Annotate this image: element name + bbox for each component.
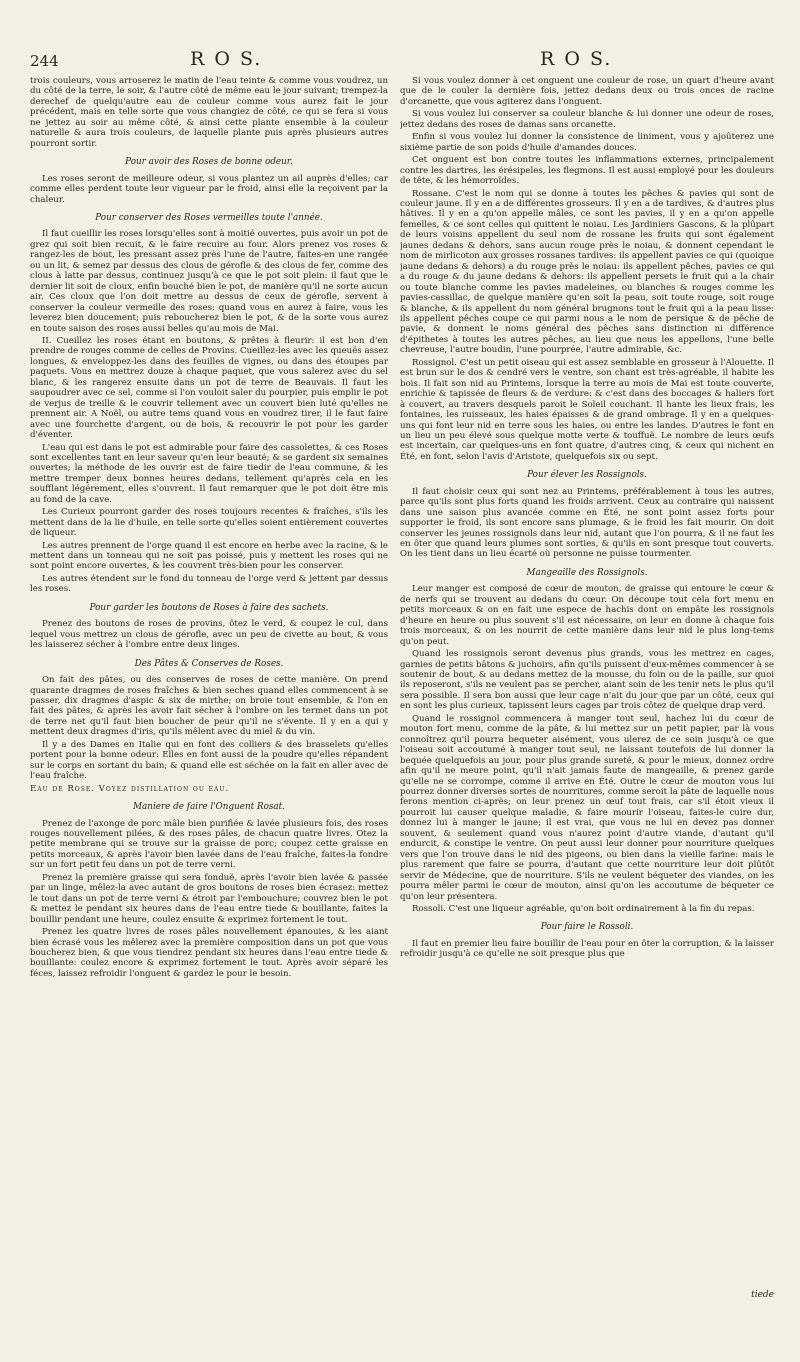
cross-reference: Eau de Rose. Voyez distillation ou eau.	[30, 783, 230, 794]
paragraph: II. Cueillez les roses étant en boutons, & prêtes à fleurir: il est bon d'en prendre de rouges comme de celles de Provins. Cueillez-les avec les queuës assez longues, & enveloppez-les dans des feuilles de vignes, ou dans des étoupes par paquets. Vous en mettrez douze à chaque paquet, que vous salerez avec du sel blanc, & les rangerez ensuite dans un pot de terre de Beauvais. Il faut les saupoudrer avec ce sel, comme si l'on vouloit saler du pourpier, puis emplir le pot de verjus de treille & le couvrir tellement avec un couvert bien luté qu'elles ne prennent air. A Noël, ou autre tems quand vous en voudrez tirer, il le faut faire avec une fourchette d'argent, ou de bois, & recouvrir le pot pour les garder d'éventer.	[30, 335, 388, 441]
section-heading: Des Pâtes & Conserves de Roses.	[134, 658, 284, 669]
paragraph: Prenez les quatre livres de roses pâles nouvellement épanouies, & les aiant bien écrasé vous les mêlerez avec la première composition dans un pot que vous boucherez bien, & que vous tiendrez pendant six heures dans l'eau entre tiede & bouillante: coulez encore & exprimez fortement le tout. Après avoir séparé les féces, laissez refroidir l'onguent & gardez le pour le besoin.	[30, 927, 388, 979]
running-head-right: R O S.	[540, 48, 613, 70]
catchword: tiede	[751, 1290, 774, 1300]
section-heading: Mangeaille des Rossignols.	[526, 567, 648, 578]
paragraph: Il faut en premier lieu faire bouillir de l'eau pour en ôter la corruption, & la laisser refroidir jusqu'à ce qu'elle ne soit presque plus que	[400, 938, 774, 960]
paragraph: Prenez la première graisse qui sera fonduë, après l'avoir bien lavée & passée par un linge, mêlez-la avec autant de gros boutons de roses bien écrasez: mettez le tout dans un pot de terre verni & étroit par l'embouchure; couvrez bien le pot & mettez le pendant six heures dans de l'eau entre tiede & bouillante, faites la bouillir pendant une heure, coulez ensuite & exprimez fortement le tout.	[30, 872, 388, 925]
paragraph: Les autres étendent sur le fond du tonneau de l'orge verd & jettent par dessus les roses.	[30, 573, 388, 595]
page-number: 244	[30, 52, 59, 70]
paragraph: Prenez de l'axonge de porc mâle bien purifiée & lavée plusieurs fois, des roses rouges nouvellement pilées, & des roses pâles, de chacun quatre livres. Otez la petite membrane qui se trouve sur la graisse de porc; coupez cette graisse en petits morceaux, & après l'avoir bien lavée dans de l'eau fraîche, faites-la fondre sur un fort petit feu dans un pot de terre verni.	[30, 818, 388, 871]
paragraph: Quand les rossignols seront devenus plus grands, vous les mettrez en cages, garnies de petits bâtons & juchoirs, afin qu'ils puissent d'eux-mêmes commencer à se soutenir de bout, & au dedans mettez de la mousse, du foin ou de la paille, sur quoi ils reposeront, s'ils ne veulent pas se percher, aiant soin de les tenir nets le plus qu'il sera possible. Il sera bon aussi que leur cage n'ait du jour que par un côté, ceux qui en sont les plus curieux, tapissent leurs cages par trois côtez de quelque drap verd.	[400, 649, 774, 712]
paragraph: Il y a des Dames en Italie qui en font des colliers & des brasselets qu'elles portent pour la bonne odeur: Elles en font aussi de la poudre qu'elles répandent sur le corps en sortant du bain; & quand elle est séchée on la fait en aller avec de l'eau fraîche.	[30, 739, 388, 782]
paragraph: L'eau qui est dans le pot est admirable pour faire des cassolettes, & ces Roses sont excellentes tant en leur saveur qu'en leur beauté; & se gardent six semaines ouvertes; la méthode de les ouvrir est de faire tiedir de l'eau commune, & les mettre tremper deux bonnes heures dedans, tellement qu'après cela en les soufflant légérement, elles s'ouvrent. Il faut remarquer que le pot doit être mis au fond de la cave.	[30, 442, 388, 505]
paragraph: Enfin si vous voulez lui donner la consistence de liniment, vous y ajoûterez une sixième partie de son poids d'huile d'amandes douces.	[400, 132, 774, 153]
paragraph: Il faut cueillir les roses lorsqu'elles sont à moitié ouvertes, puis avoir un pot de grez qui soit bien recuit, & le faire recuire au four. Alors prenez vos roses & rangez-les de bout, les pressant assez près l'une de l'autre, faites-en une rangée ou un lit, & semez par dessus des clous de gérofle & des clous de fer, comme des clous à latte par dessus, continuez jusqu'à ce que le pot soit plein: il faut que le dernier lit soit de cloux, enfin bouché bien le pot, de manière qu'il ne sorte aucun air. Ces cloux que l'on doit mettre au dessus de ceux de gérofle, servent à conserver la couleur vermeille des roses: quand vous en aurez à faire, vous les leverez bien doucement; puis reboucherez bien le pot, & de la sorte vous aurez en toute saison des roses aussi belles qu'au mois de Mai.	[30, 229, 388, 334]
paragraph: Quand le rossignol commencera à manger tout seul, hachez lui du cœur de mouton fort menu, comme de la pâte, & lui mettez sur un petit papier, par là vous connoîtrez qu'il pourra bequeter aisément, vous ulerez de ce soin jusqu'à ce que l'oiseau soit accoutumé à manger tout seul, ne laissant toutefois de lui donner la bequée quelquefois au jour, pour plus grande sureté, & pour le mieux, donnez ordre afin qu'il ne meure point, qu'il n'ait jamais faute de mangeaille, & prenez garde qu'elle ne se corrompe, comme il arrive en Été. Outre le cœur de mouton vous lui pourrez donner diverses sortes de nourritures, comme seroit la pâte de laquelle nous ferons mention ci-après; on leur prenez un œuf tout frais, car s'il étoit vieux il pourroit lui causer quelque maladie, & faire mourir l'oiseau, faites-le cuire dur, donnez lui à manger le jaune; il est vrai, que vous ne lui en devez pas donner souvent, & seulement quand vous n'aurez point d'autre viande, d'autant qu'il endurcit, & constipe le ventre. On peut aussi leur donner pour nourriture quelques vers que l'on trouve dans le nid des pigeons, ou bien dans la vieille farine: mais le plus rarement que faire se pourra, d'autant que cette nourriture leur doit plûtôt servir de Médecine, que de nourriture. S'ils ne veulent béqueter des viandes, on les pourra mêler parmi le cœur de mouton, ainsi qu'on les accoutume de béqueter ce qu'on leur présentera.	[400, 713, 774, 902]
section-heading: Pour élever les Rossignols.	[527, 470, 647, 481]
paragraph: Si vous voulez lui conserver sa couleur blanche & lui donner une odeur de roses, jettez dedans des roses de damas sans orcanette.	[400, 109, 774, 130]
paragraph: On fait des pâtes, ou des conserves de roses de cette manière. On prend quarante dragmes de roses fraîches & bien seches quand elles commencent à se passer, dix dragmes d'aspic & six de mirthe; on broie tout ensemble, & l'on en fait des pâtes, & après les avoir fait sécher à l'ombre on les termet dans un pot de terre net qu'il faut bien boucher de peur qu'il ne s'évente. Il y en a qui y mettent deux dragmes d'iris, qu'ils mêlent avec du miel & du vin.	[30, 675, 388, 738]
entry-rossoli: Rossoli. C'est une liqueur agréable, qu'on boit ordinairement à la fin du repas.	[412, 903, 755, 914]
section-heading: Pour conserver des Roses vermeilles toute l'année.	[95, 212, 323, 223]
entry-rossignol: Rossignol. C'est un petit oiseau qui est assez semblable en grosseur à l'Alouette. Il est brun sur le dos & cendré vers le ventre, son chant est très-agréable, il habite les bois. Il fait son nid au Printems, lorsque la terre au mois de Mai est toute couverte, enrichie & tapissée de fleurs & de verdure: & c'est dans des boccages & haliers fort à couvert, au travers desquels paroit le Soleil couchant. Il hante les lieux frais, les fontaines, les ruisseaux, les haies épaisses & de grand ombrage. Il y en a quelques-uns qui font leur nid en terre sous les haies, ou entre les landes. D'autres le font en un lieu un peu élevé sous quelque motte verte & touffuë. Le nombre de leurs œufs est incertain, car quelques-uns en font quatre, d'autres cinq, & ceux qui nichent en Été, en font, selon l'avis d'Aristote, quelquefois six ou sept.	[400, 357, 774, 462]
section-heading: Pour avoir des Roses de bonne odeur.	[125, 157, 293, 168]
paragraph: Si vous voulez donner à cet onguent une couleur de rose, un quart d'heure avant que de le couler la dernière fois, jettez dedans deux ou trois onces de racine d'orcanette, que vous agiterez dans l'onguent.	[400, 76, 774, 107]
paragraph: Leur manger est composé de cœur de mouton, de graisse qui entoure le cœur & de nerfs qui se trouvent au dedans du cœur. On découpe tout cela fort menu en petits morceaux & on en fait une espece de hachis dont on empâte les rossignols d'heure en heure ou plus souvent s'il est nécessaire, on leur en donne à chaque fois trois morceaux, & on les nourrit de cette manière dans leur nid le plus long-tems qu'on peut.	[400, 584, 774, 647]
paragraph: Les Curieux pourront garder des roses toujours recentes & fraîches, s'ils les mettent dans de la lie d'huile, en telle sorte qu'elles soient entièrement couvertes de liqueur.	[30, 507, 388, 539]
paragraph: Il faut choisir ceux qui sont nez au Printems, préférablement à tous les autres, parce qu'ils sont plus forts quand les froids arrivent. Ceux au contraire qui naissent dans une saison plus avancée comme en Été, ne sont point assez forts pour supporter le froid, ils sont encore sans plumage, & le froid les fait mourir. On doit conserver les jeunes rossignols dans leur nid, autant que l'on pourra, & il ne faut les en ôter que quand leurs plumes sont sorties, & qu'ils en sont presque tout couverts. On les tient dans un lieu écarté où personne ne puisse tourmenter.	[400, 486, 774, 560]
paragraph: Les autres prennent de l'orge quand il est encore en herbe avec la racine, & le mettent dans un tonneau qui ne soit pas poissé, puis y mettent les roses qui ne sont point encore ouvertes, & les couvrent très-bien pour les conserver.	[30, 540, 388, 572]
section-heading: Maniere de faire l'Onguent Rosat.	[133, 802, 285, 813]
paragraph: Prenez des boutons de roses de provins, ôtez le verd, & coupez le cul, dans lequel vous mettrez un clous de gérofle, avec un peu de civette au bout, & vous les laisserez sécher à l'ombre entre deux linges.	[30, 619, 388, 651]
running-head-left: R O S.	[190, 48, 263, 70]
paragraph: trois couleurs, vous arroserez le matin de l'eau teinte & comme vous voudrez, un du côté de la terre, le soir, & l'autre côté de même eau le jour suivant; trempez-la derechef de quelqu'autre eau de couleur comme vous aurez fait le jour précédent, mais en telle sorte que vous changiez de côté, ce qui se fera si vous ne jettez au soir au même côté, & ainsi cette plante ensemble à la couleur naturelle & aura trois couleurs, de laquelle plante puis après plusieurs autres pourront sortir.	[30, 76, 388, 149]
right-column	[400, 76, 774, 1236]
paragraph: Cet onguent est bon contre toutes les inflammations externes, principalement contre les dartres, les érésipeles, les flegmons. Il est aussi employé pour les douleurs de tête, & les hémorroïdes.	[400, 155, 774, 187]
entry-rossane: Rossane. C'est le nom qui se donne à toutes les pêches & pavies qui sont de couleur jaune. Il y en a de différentes grosseurs. Il y en a de tardives, & d'autres plus hâtives. Il y en a qu'on appelle mâles, ce sont les pavies, il y en a qu'on appelle femelles, & ce sont celles qui quittent le noiau. Les Jardiniers Gascons, & la plûpart de leurs voisins appellent du seul nom de rossane les fruits qui sont également jaunes dedans & dehors, sans aucun rouge près le noiau, & donnent cependant le nom de mirlicoton aux grosses rossanes tardives: ils appellent pavies ce qui (quoique jaune dedans & dehors) a du rouge près le noiau: ils appellent pêches, pavies ce qui a du rouge & du jaune dedans & dehors: ils appellent persets le fruit qui a la chair ou toute blanche comme les pavies madeleines, ou blanches & rouges comme les pavies-cassillac, de quelque manière qu'en soit la peau, soit toute rouge, soit rouge & blanche, & ils appellent du nom général brugnons tout le fruit qui a la peau lisse: ils appellent pêches coupe ce qui parmi nous a le nom de persique & de pêche de pavie, & donnent le noms général des pêches sans distinction ni différence d'épithetes à toutes les autres pêches, au lieu que nous les appellons, l'une belle chevreuse, l'autre boudin, l'une pourprée, l'autre admirable, &c.	[400, 188, 774, 356]
section-heading: Pour garder les boutons de Roses à faire des sachets.	[89, 602, 329, 613]
left-column	[30, 76, 388, 1276]
section-heading: Pour faire le Rossoli.	[540, 922, 634, 933]
paragraph: Les roses seront de meilleure odeur, si vous plantez un ail auprès d'elles; car comme elles perdent toute leur vigueur par le froid, ainsi elle la reçoivent par la chaleur.	[30, 173, 388, 205]
